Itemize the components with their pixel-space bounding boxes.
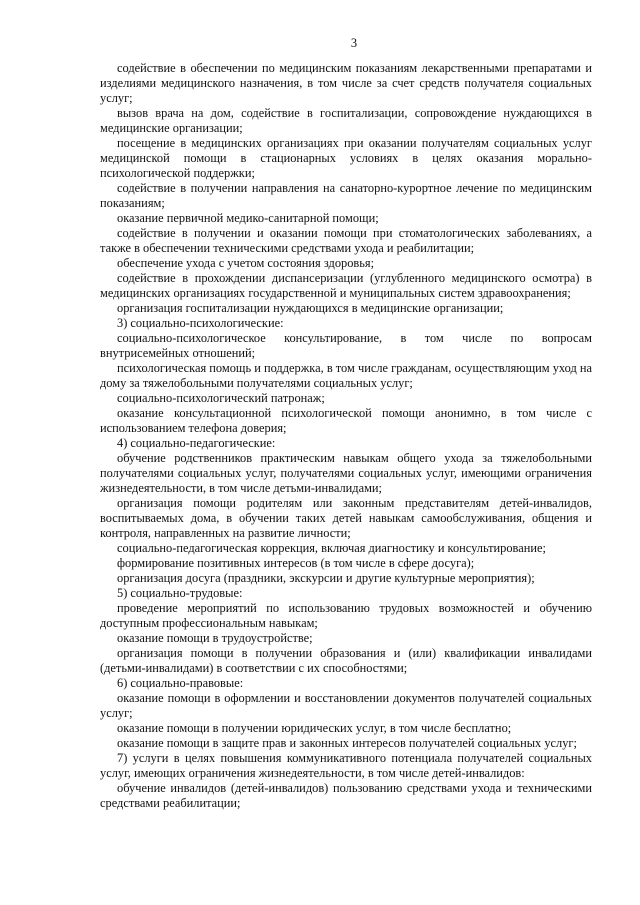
paragraph: содействие в получении и оказании помощи при стоматологических заболеваниях, а также в обеспечении техническими средствами ухода и реабилитации; [100, 226, 592, 255]
paragraph: содействие в обеспечении по медицинским показаниям лекарственными препаратами и изделиями медицинского назначения, в том числе за счет средств получателя социальных услуг; [100, 61, 592, 105]
paragraph: 7) услуги в целях повышения коммуникативного потенциала получателей социальных услуг, имеющих ограничения жизнедеятельности, в том числе детей-инвалидов: [100, 751, 592, 780]
paragraph: психологическая помощь и поддержка, в том числе гражданам, осуществляющим уход на дому за тяжелобольными получателями социальных услуг; [100, 361, 592, 390]
paragraph: оказание помощи в получении юридических услуг, в том числе бесплатно; [117, 721, 512, 735]
paragraph: посещение в медицинских организациях при оказании получателям социальных услуг медицинской помощи в стационарных условиях в целях оказания морально-психологической поддержки; [100, 136, 592, 180]
paragraph: обучение инвалидов (детей-инвалидов) пользованию средствами ухода и техническими средствами реабилитации; [100, 781, 592, 810]
paragraph: социально-педагогическая коррекция, включая диагностику и консультирование; [117, 541, 546, 555]
paragraph: обеспечение ухода с учетом состояния здоровья; [117, 256, 375, 270]
paragraph: 5) социально-трудовые: [117, 586, 243, 600]
paragraph: оказание первичной медико-санитарной помощи; [117, 211, 379, 225]
paragraph: организация помощи родителям или законным представителям детей-инвалидов, воспитываемых дома, в обучении таких детей навыкам самообслуживания, общения и контроля, направленных на развитие личности; [100, 496, 592, 540]
paragraph: формирование позитивных интересов (в том числе в сфере досуга); [117, 556, 475, 570]
paragraph: 4) социально-педагогические: [117, 436, 276, 450]
paragraph: содействие в получении направления на санаторно-курортное лечение по медицинским показаниям; [100, 181, 592, 210]
paragraph: организация досуга (праздники, экскурсии и другие культурные мероприятия); [117, 571, 535, 585]
paragraph: содействие в прохождении диспансеризации (углубленного медицинского осмотра) в медицинских организациях государственной и муниципальных систем здравоохранения; [100, 271, 592, 300]
paragraph: вызов врача на дом, содействие в госпитализации, сопровождение нуждающихся в медицинские организации; [100, 106, 592, 135]
paragraph: организация помощи в получении образования и (или) квалификации инвалидами (детьми-инвалидами) в соответствии с их способностями; [100, 646, 592, 675]
paragraph: 6) социально-правовые: [117, 676, 244, 690]
paragraph: оказание помощи в трудоустройстве; [117, 631, 313, 645]
paragraph: социально-психологическое консультирование, в том числе по вопросам внутрисемейных отношений; [100, 331, 592, 360]
paragraph: социально-психологический патронаж; [117, 391, 325, 405]
paragraph: организация госпитализации нуждающихся в медицинские организации; [117, 301, 504, 315]
paragraph: оказание консультационной психологической помощи анонимно, в том числе с использованием телефона доверия; [100, 406, 592, 435]
paragraph: оказание помощи в оформлении и восстановлении документов получателей социальных услуг; [100, 691, 592, 720]
paragraph: проведение мероприятий по использованию трудовых возможностей и обучению доступным профессиональным навыкам; [100, 601, 592, 630]
paragraph: оказание помощи в защите прав и законных интересов получателей социальных услуг; [117, 736, 577, 750]
document-page [100, 36, 592, 811]
document-body [100, 61, 592, 811]
paragraph: обучение родственников практическим навыкам общего ухода за тяжелобольными получателями социальных услуг, получателями социальных услуг, имеющими ограничения жизнедеятельности, в том числе детьми-инвалидами; [100, 451, 592, 495]
paragraph: 3) социально-психологические: [117, 316, 284, 330]
page-number: 3 [350, 36, 358, 50]
